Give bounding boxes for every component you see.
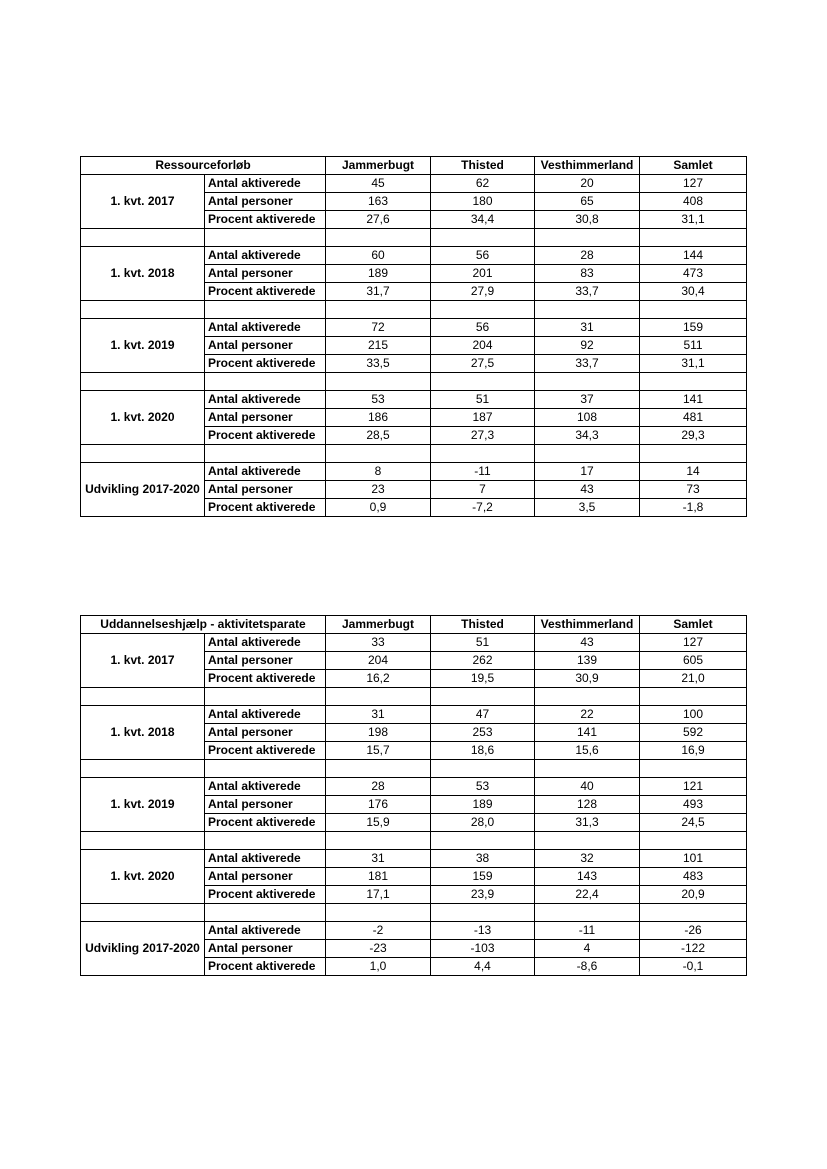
empty-cell bbox=[81, 760, 205, 778]
value-cell: -7,2 bbox=[431, 499, 535, 517]
value-cell: 34,3 bbox=[535, 427, 640, 445]
table-row bbox=[81, 247, 747, 265]
value-cell: 201 bbox=[431, 265, 535, 283]
period-cell: 1. kvt. 2020 bbox=[81, 391, 205, 445]
ressourceforloeb-table bbox=[80, 156, 747, 517]
value-cell: -11 bbox=[535, 922, 640, 940]
value-cell: 37 bbox=[535, 391, 640, 409]
value-cell: 253 bbox=[431, 724, 535, 742]
value-cell: -2 bbox=[326, 922, 431, 940]
empty-cell bbox=[326, 445, 431, 463]
value-cell: 198 bbox=[326, 724, 431, 742]
table-row bbox=[81, 634, 747, 652]
value-cell: 23 bbox=[326, 481, 431, 499]
value-cell: 473 bbox=[640, 265, 747, 283]
column-header: Jammerbugt bbox=[326, 616, 431, 634]
empty-cell bbox=[431, 760, 535, 778]
empty-cell bbox=[326, 229, 431, 247]
spacer-row bbox=[81, 904, 747, 922]
value-cell: 30,9 bbox=[535, 670, 640, 688]
row-label: Antal personer bbox=[205, 868, 326, 886]
value-cell: 45 bbox=[326, 175, 431, 193]
row-label: Antal aktiverede bbox=[205, 778, 326, 796]
value-cell: 139 bbox=[535, 652, 640, 670]
empty-cell bbox=[535, 229, 640, 247]
value-cell: -103 bbox=[431, 940, 535, 958]
value-cell: 27,6 bbox=[326, 211, 431, 229]
row-label: Antal aktiverede bbox=[205, 850, 326, 868]
value-cell: 14 bbox=[640, 463, 747, 481]
empty-cell bbox=[535, 373, 640, 391]
value-cell: 43 bbox=[535, 634, 640, 652]
row-label: Antal aktiverede bbox=[205, 634, 326, 652]
value-cell: 53 bbox=[431, 778, 535, 796]
value-cell: -11 bbox=[431, 463, 535, 481]
value-cell: 20,9 bbox=[640, 886, 747, 904]
value-cell: 16,2 bbox=[326, 670, 431, 688]
row-label: Antal personer bbox=[205, 337, 326, 355]
value-cell: 159 bbox=[431, 868, 535, 886]
value-cell: 65 bbox=[535, 193, 640, 211]
value-cell: 141 bbox=[535, 724, 640, 742]
empty-cell bbox=[326, 688, 431, 706]
empty-cell bbox=[535, 832, 640, 850]
empty-cell bbox=[205, 904, 326, 922]
value-cell: 29,3 bbox=[640, 427, 747, 445]
value-cell: 92 bbox=[535, 337, 640, 355]
spacer-row bbox=[81, 373, 747, 391]
value-cell: 16,9 bbox=[640, 742, 747, 760]
value-cell: 0,9 bbox=[326, 499, 431, 517]
column-header: Vesthimmerland bbox=[535, 157, 640, 175]
value-cell: 56 bbox=[431, 319, 535, 337]
empty-cell bbox=[640, 373, 747, 391]
value-cell: 40 bbox=[535, 778, 640, 796]
row-label: Antal aktiverede bbox=[205, 175, 326, 193]
value-cell: 408 bbox=[640, 193, 747, 211]
empty-cell bbox=[640, 301, 747, 319]
value-cell: 24,5 bbox=[640, 814, 747, 832]
value-cell: 83 bbox=[535, 265, 640, 283]
value-cell: 121 bbox=[640, 778, 747, 796]
value-cell: 7 bbox=[431, 481, 535, 499]
row-label: Procent aktiverede bbox=[205, 958, 326, 976]
value-cell: 21,0 bbox=[640, 670, 747, 688]
empty-cell bbox=[81, 229, 205, 247]
period-cell: 1. kvt. 2017 bbox=[81, 175, 205, 229]
table-row bbox=[81, 778, 747, 796]
value-cell: 31 bbox=[326, 850, 431, 868]
table-row bbox=[81, 319, 747, 337]
value-cell: 181 bbox=[326, 868, 431, 886]
value-cell: -0,1 bbox=[640, 958, 747, 976]
row-label: Antal personer bbox=[205, 409, 326, 427]
row-label: Antal personer bbox=[205, 265, 326, 283]
column-header: Thisted bbox=[431, 157, 535, 175]
value-cell: 101 bbox=[640, 850, 747, 868]
value-cell: 56 bbox=[431, 247, 535, 265]
value-cell: 28 bbox=[535, 247, 640, 265]
row-label: Procent aktiverede bbox=[205, 499, 326, 517]
column-header: Jammerbugt bbox=[326, 157, 431, 175]
value-cell: 51 bbox=[431, 391, 535, 409]
value-cell: 15,9 bbox=[326, 814, 431, 832]
empty-cell bbox=[81, 904, 205, 922]
empty-cell bbox=[640, 229, 747, 247]
spacer-row bbox=[81, 832, 747, 850]
value-cell: 33,7 bbox=[535, 283, 640, 301]
value-cell: 38 bbox=[431, 850, 535, 868]
value-cell: 31 bbox=[326, 706, 431, 724]
row-label: Antal aktiverede bbox=[205, 706, 326, 724]
value-cell: 8 bbox=[326, 463, 431, 481]
spacer-row bbox=[81, 229, 747, 247]
value-cell: 144 bbox=[640, 247, 747, 265]
value-cell: 28,0 bbox=[431, 814, 535, 832]
period-cell: 1. kvt. 2020 bbox=[81, 850, 205, 904]
value-cell: 31,1 bbox=[640, 211, 747, 229]
table-row bbox=[81, 175, 747, 193]
empty-cell bbox=[81, 688, 205, 706]
column-header: Vesthimmerland bbox=[535, 616, 640, 634]
row-label: Procent aktiverede bbox=[205, 814, 326, 832]
empty-cell bbox=[431, 373, 535, 391]
empty-cell bbox=[535, 445, 640, 463]
uddannelseshjaelp-table bbox=[80, 615, 747, 976]
empty-cell bbox=[205, 229, 326, 247]
empty-cell bbox=[205, 373, 326, 391]
empty-cell bbox=[326, 301, 431, 319]
value-cell: 30,4 bbox=[640, 283, 747, 301]
value-cell: 60 bbox=[326, 247, 431, 265]
row-label: Antal aktiverede bbox=[205, 319, 326, 337]
value-cell: 34,4 bbox=[431, 211, 535, 229]
period-cell: 1. kvt. 2019 bbox=[81, 319, 205, 373]
empty-cell bbox=[640, 904, 747, 922]
value-cell: 180 bbox=[431, 193, 535, 211]
empty-cell bbox=[205, 445, 326, 463]
value-cell: 32 bbox=[535, 850, 640, 868]
value-cell: 262 bbox=[431, 652, 535, 670]
header-row bbox=[81, 157, 747, 175]
row-label: Procent aktiverede bbox=[205, 283, 326, 301]
row-label: Antal aktiverede bbox=[205, 463, 326, 481]
table-row bbox=[81, 463, 747, 481]
spacer-row bbox=[81, 688, 747, 706]
value-cell: 141 bbox=[640, 391, 747, 409]
empty-cell bbox=[81, 373, 205, 391]
value-cell: 127 bbox=[640, 634, 747, 652]
value-cell: 17,1 bbox=[326, 886, 431, 904]
value-cell: 28,5 bbox=[326, 427, 431, 445]
table-row bbox=[81, 706, 747, 724]
row-label: Antal personer bbox=[205, 652, 326, 670]
value-cell: 163 bbox=[326, 193, 431, 211]
value-cell: 4,4 bbox=[431, 958, 535, 976]
value-cell: 53 bbox=[326, 391, 431, 409]
value-cell: 27,9 bbox=[431, 283, 535, 301]
table-row bbox=[81, 922, 747, 940]
empty-cell bbox=[640, 832, 747, 850]
empty-cell bbox=[640, 760, 747, 778]
table-title: Ressourceforløb bbox=[81, 157, 326, 175]
empty-cell bbox=[431, 229, 535, 247]
value-cell: 33,5 bbox=[326, 355, 431, 373]
value-cell: 100 bbox=[640, 706, 747, 724]
column-header: Thisted bbox=[431, 616, 535, 634]
spacer-row bbox=[81, 445, 747, 463]
period-cell: 1. kvt. 2019 bbox=[81, 778, 205, 832]
empty-cell bbox=[326, 832, 431, 850]
value-cell: -8,6 bbox=[535, 958, 640, 976]
empty-cell bbox=[81, 301, 205, 319]
row-label: Antal aktiverede bbox=[205, 391, 326, 409]
value-cell: 30,8 bbox=[535, 211, 640, 229]
value-cell: 33 bbox=[326, 634, 431, 652]
value-cell: 18,6 bbox=[431, 742, 535, 760]
row-label: Antal personer bbox=[205, 724, 326, 742]
value-cell: 23,9 bbox=[431, 886, 535, 904]
row-label: Antal personer bbox=[205, 193, 326, 211]
value-cell: 159 bbox=[640, 319, 747, 337]
value-cell: 51 bbox=[431, 634, 535, 652]
value-cell: 31 bbox=[535, 319, 640, 337]
row-label: Procent aktiverede bbox=[205, 886, 326, 904]
value-cell: 27,5 bbox=[431, 355, 535, 373]
empty-cell bbox=[205, 760, 326, 778]
row-label: Procent aktiverede bbox=[205, 211, 326, 229]
empty-cell bbox=[326, 760, 431, 778]
row-label: Antal aktiverede bbox=[205, 247, 326, 265]
value-cell: 62 bbox=[431, 175, 535, 193]
value-cell: 176 bbox=[326, 796, 431, 814]
table-row bbox=[81, 391, 747, 409]
empty-cell bbox=[205, 832, 326, 850]
empty-cell bbox=[81, 832, 205, 850]
value-cell: 27,3 bbox=[431, 427, 535, 445]
value-cell: 19,5 bbox=[431, 670, 535, 688]
value-cell: 33,7 bbox=[535, 355, 640, 373]
value-cell: 187 bbox=[431, 409, 535, 427]
empty-cell bbox=[535, 301, 640, 319]
table-title: Uddannelseshjælp - aktivitetsparate bbox=[81, 616, 326, 634]
spacer-row bbox=[81, 760, 747, 778]
value-cell: 204 bbox=[431, 337, 535, 355]
row-label: Antal personer bbox=[205, 796, 326, 814]
column-header: Samlet bbox=[640, 157, 747, 175]
value-cell: 1,0 bbox=[326, 958, 431, 976]
empty-cell bbox=[431, 445, 535, 463]
spacer-row bbox=[81, 301, 747, 319]
empty-cell bbox=[640, 688, 747, 706]
row-label: Procent aktiverede bbox=[205, 355, 326, 373]
value-cell: 215 bbox=[326, 337, 431, 355]
value-cell: 483 bbox=[640, 868, 747, 886]
value-cell: 128 bbox=[535, 796, 640, 814]
period-cell: 1. kvt. 2018 bbox=[81, 706, 205, 760]
value-cell: -23 bbox=[326, 940, 431, 958]
empty-cell bbox=[535, 904, 640, 922]
value-cell: 15,6 bbox=[535, 742, 640, 760]
empty-cell bbox=[205, 688, 326, 706]
row-label: Procent aktiverede bbox=[205, 742, 326, 760]
value-cell: 189 bbox=[326, 265, 431, 283]
value-cell: 22,4 bbox=[535, 886, 640, 904]
empty-cell bbox=[535, 688, 640, 706]
value-cell: 47 bbox=[431, 706, 535, 724]
row-label: Procent aktiverede bbox=[205, 427, 326, 445]
value-cell: 20 bbox=[535, 175, 640, 193]
value-cell: 189 bbox=[431, 796, 535, 814]
value-cell: 73 bbox=[640, 481, 747, 499]
value-cell: -1,8 bbox=[640, 499, 747, 517]
value-cell: 204 bbox=[326, 652, 431, 670]
value-cell: 592 bbox=[640, 724, 747, 742]
value-cell: 15,7 bbox=[326, 742, 431, 760]
row-label: Antal personer bbox=[205, 940, 326, 958]
column-header: Samlet bbox=[640, 616, 747, 634]
empty-cell bbox=[431, 301, 535, 319]
empty-cell bbox=[431, 904, 535, 922]
empty-cell bbox=[326, 904, 431, 922]
value-cell: 31,1 bbox=[640, 355, 747, 373]
value-cell: 481 bbox=[640, 409, 747, 427]
period-cell: Udvikling 2017-2020 bbox=[81, 463, 205, 517]
value-cell: 511 bbox=[640, 337, 747, 355]
empty-cell bbox=[640, 445, 747, 463]
value-cell: 72 bbox=[326, 319, 431, 337]
value-cell: -13 bbox=[431, 922, 535, 940]
value-cell: 186 bbox=[326, 409, 431, 427]
period-cell: 1. kvt. 2017 bbox=[81, 634, 205, 688]
empty-cell bbox=[431, 688, 535, 706]
value-cell: 17 bbox=[535, 463, 640, 481]
value-cell: 127 bbox=[640, 175, 747, 193]
empty-cell bbox=[535, 760, 640, 778]
value-cell: 108 bbox=[535, 409, 640, 427]
value-cell: 28 bbox=[326, 778, 431, 796]
value-cell: 31,3 bbox=[535, 814, 640, 832]
value-cell: 22 bbox=[535, 706, 640, 724]
row-label: Antal personer bbox=[205, 481, 326, 499]
value-cell: 4 bbox=[535, 940, 640, 958]
value-cell: 31,7 bbox=[326, 283, 431, 301]
empty-cell bbox=[431, 832, 535, 850]
value-cell: 493 bbox=[640, 796, 747, 814]
value-cell: 143 bbox=[535, 868, 640, 886]
value-cell: -122 bbox=[640, 940, 747, 958]
empty-cell bbox=[205, 301, 326, 319]
row-label: Procent aktiverede bbox=[205, 670, 326, 688]
header-row bbox=[81, 616, 747, 634]
row-label: Antal aktiverede bbox=[205, 922, 326, 940]
empty-cell bbox=[326, 373, 431, 391]
value-cell: 605 bbox=[640, 652, 747, 670]
empty-cell bbox=[81, 445, 205, 463]
value-cell: -26 bbox=[640, 922, 747, 940]
period-cell: Udvikling 2017-2020 bbox=[81, 922, 205, 976]
table-row bbox=[81, 850, 747, 868]
period-cell: 1. kvt. 2018 bbox=[81, 247, 205, 301]
value-cell: 43 bbox=[535, 481, 640, 499]
value-cell: 3,5 bbox=[535, 499, 640, 517]
